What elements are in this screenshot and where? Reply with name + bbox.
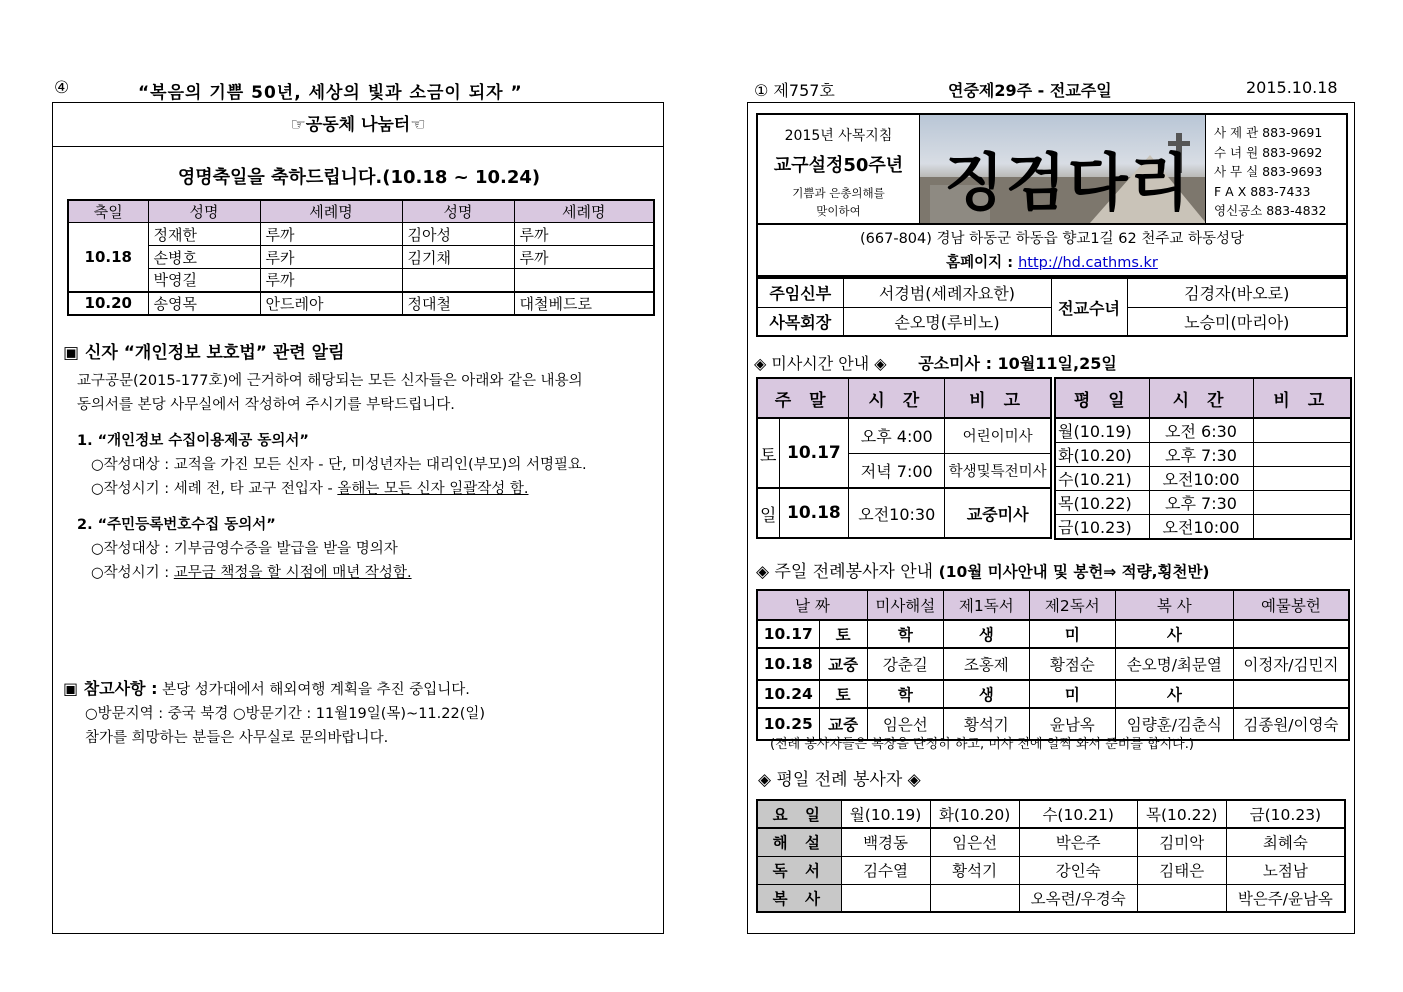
weekday-service-cell: 김태은: [1137, 856, 1226, 884]
liturgical-week: 연중제29주 - 전교주일: [948, 81, 1112, 100]
service-kind: 토: [819, 620, 867, 648]
mass-time: 오전10:00: [1149, 467, 1253, 491]
mass-day: 일: [757, 488, 779, 538]
motto-line: 기쁨과 은총의해를: [792, 186, 885, 200]
weekend-header: 시 간: [849, 378, 945, 418]
homepage: [758, 251, 1346, 275]
table-row: [68, 269, 654, 292]
feast-baptismal: 루까: [514, 223, 654, 246]
table-row: [757, 680, 1349, 708]
contact-item: F A X 883-7433: [1214, 183, 1311, 199]
service-date: 10.25: [757, 708, 819, 740]
mass-note: [1253, 515, 1351, 540]
service-footnote: (전례 봉사자들은 복장을 단정히 하고, 미사 전에 일찍 와서 준비를 합시다.): [770, 737, 1194, 752]
weekday-service-header: 요 일: [757, 800, 841, 828]
feast-name: 정대철: [402, 292, 514, 315]
weekday-header: 비 고: [1253, 378, 1351, 418]
mass-note: 학생및특전미사: [945, 453, 1051, 488]
table-row: [757, 488, 1051, 538]
mass-note: [1253, 443, 1351, 467]
feast-name: 송영목: [148, 292, 260, 315]
privacy-item-text-b: 올해는 모든 신자 일괄작성 함.: [337, 481, 529, 497]
mass-day: 토: [757, 418, 779, 488]
weekday-service-table: [756, 799, 1346, 913]
service-heading: [756, 557, 1210, 582]
homepage-label: 홈페이지 :: [946, 255, 1019, 271]
weekday-service-label: 독 서: [757, 856, 841, 884]
weekday-mass-table: [1054, 377, 1352, 540]
privacy-line: 교구공문(2015-177호)에 근거하여 해당되는 모든 신자들은 아래와 같은 내용의: [77, 373, 583, 389]
weekday-service-title: ◈ 평일 전례 봉사자 ◈: [758, 770, 921, 790]
service-cell: 학: [867, 680, 943, 708]
feast-name: 김아성: [402, 223, 514, 246]
feast-baptismal: 루까: [514, 246, 654, 269]
feast-baptismal: 대철베드로: [514, 292, 654, 315]
privacy-line: 동의서를 본당 사무실에서 작성하여 주시기를 부탁드립니다.: [77, 397, 455, 413]
service-cell: 윤남옥: [1029, 708, 1115, 740]
service-date: 10.24: [757, 680, 819, 708]
address: (667-804) 경남 하동군 하동읍 향교1길 62 천주교 하동성당: [860, 231, 1244, 247]
service-header: 미사해설: [867, 590, 943, 620]
staff-name: 손오명(루비노): [843, 307, 1051, 336]
table-row: [757, 828, 1345, 856]
service-date: 10.17: [757, 620, 819, 648]
service-header: 제2독서: [1029, 590, 1115, 620]
mass-time: 오전10:00: [1149, 515, 1253, 540]
service-cell: 생: [943, 680, 1029, 708]
mass-day: 월(10.19): [1055, 418, 1149, 443]
table-row: [68, 246, 654, 269]
table-row: [757, 620, 1349, 648]
community-banner: ☞공동체 나눔터☜: [53, 103, 663, 147]
privacy-item-text: [63, 477, 587, 501]
service-cell: 사: [1115, 620, 1233, 648]
table-row: [1055, 443, 1351, 467]
staff-label: 주임신부: [757, 278, 843, 307]
reference-label: ▣ 참고사항 :: [63, 679, 158, 698]
motto-line: 맞이하여: [816, 204, 861, 218]
feast-name: [402, 269, 514, 292]
mass-time: 오전 6:30: [1149, 418, 1253, 443]
service-cell: 이정자/김민지: [1233, 648, 1349, 680]
feast-header: 축일: [68, 200, 148, 223]
table-row: [757, 278, 1347, 307]
table-row: [757, 378, 1051, 418]
table-row: [757, 590, 1349, 620]
service-cell: 미: [1029, 680, 1115, 708]
feast-title: 영명축일을 축하드립니다.(10.18 ~ 10.24): [177, 167, 541, 188]
weekend-mass-table: [756, 377, 1052, 539]
staff-label: 사목회장: [757, 307, 843, 336]
privacy-item-text: ○작성대상 : 기부금영수증을 발급을 받을 명의자: [91, 541, 398, 557]
staff-label: 전교수녀: [1051, 278, 1127, 336]
service-kind: 교중: [819, 648, 867, 680]
mass-time-note: 공소미사 : 10월11일,25일: [918, 354, 1117, 373]
service-header: 예물봉헌: [1233, 590, 1349, 620]
service-cell: 임량훈/김춘식: [1115, 708, 1233, 740]
service-cell: 사: [1115, 680, 1233, 708]
weekday-service-header: 금(10.23): [1226, 800, 1345, 828]
weekday-service-header: 월(10.19): [841, 800, 930, 828]
weekday-service-cell: 박은주: [1019, 828, 1137, 856]
reference-line: ○방문지역 : 중국 북경 ○방문기간 : 11월19일(목)~11.22(일): [85, 706, 486, 722]
weekday-service-cell: [1137, 884, 1226, 912]
feast-name: 박영길: [148, 269, 260, 292]
privacy-item-title: 1. “개인정보 수집이용제공 동의서”: [77, 433, 309, 449]
service-header: 제1독서: [943, 590, 1029, 620]
service-cell: 손오명/최문열: [1115, 648, 1233, 680]
privacy-item-text-b: 교무금 책정을 할 시점에 매년 작성함.: [173, 565, 412, 581]
privacy-item-text: ○작성대상 : 교적을 가진 모든 신자 - 단, 미성년자는 대리인(부모)의 서명필요.: [91, 457, 587, 473]
mass-note: 교중미사: [945, 488, 1051, 538]
masthead: [756, 113, 1348, 225]
mass-note: [1253, 418, 1351, 443]
address-block: [756, 225, 1348, 277]
table-row: [68, 223, 654, 246]
reference-text: 본당 성가대에서 해외여행 계획을 추진 중입니다.: [157, 682, 470, 698]
service-date: 10.18: [757, 648, 819, 680]
feast-header: 성명: [402, 200, 514, 223]
left-page-header: [52, 76, 664, 102]
weekday-service-cell: 최혜숙: [1226, 828, 1345, 856]
contact-item: 영신공소 883-4832: [1214, 203, 1327, 218]
reference-line: [63, 677, 485, 702]
weekend-header: 주 말: [757, 378, 849, 418]
motto-line: 교구설정50주년: [773, 155, 904, 176]
slogan: “복음의 기쁨 50년, 세상의 빛과 소금이 되자 ”: [138, 83, 523, 103]
mass-day: 화(10.20): [1055, 443, 1149, 467]
feast-header: 세례명: [260, 200, 402, 223]
service-cell: 김종원/이영숙: [1233, 708, 1349, 740]
weekday-service-cell: 임은선: [930, 828, 1019, 856]
privacy-item-text: [63, 561, 587, 585]
weekday-service-cell: 김수열: [841, 856, 930, 884]
feast-header-row: [68, 200, 654, 223]
table-row: [1055, 491, 1351, 515]
weekday-service-cell: 황석기: [930, 856, 1019, 884]
mass-note: [1253, 467, 1351, 491]
weekday-service-header: 수(10.21): [1019, 800, 1137, 828]
weekday-service-cell: 백경동: [841, 828, 930, 856]
service-cell: 미: [1029, 620, 1115, 648]
contact-item: 수 녀 원 883-9692: [1214, 144, 1323, 160]
reference-line: 참가를 희망하는 분들은 사무실로 문의바랍니다.: [85, 730, 389, 746]
weekday-service-cell: 강인숙: [1019, 856, 1137, 884]
motto-line: 2015년 사목지침: [784, 128, 893, 144]
feast-name: 손병호: [148, 246, 260, 269]
feast-date: 10.18: [68, 223, 148, 292]
table-row: [68, 292, 654, 315]
service-cell: 조홍제: [943, 648, 1029, 680]
service-cell: 학: [867, 620, 943, 648]
weekday-service-label: 해 설: [757, 828, 841, 856]
service-cell: 황점순: [1029, 648, 1115, 680]
table-row: [1055, 467, 1351, 491]
feast-header: 세례명: [514, 200, 654, 223]
service-cell: 임은선: [867, 708, 943, 740]
service-kind: 토: [819, 680, 867, 708]
page-number: ④: [54, 78, 70, 98]
privacy-item-text-a: ○작성시기 : 세례 전, 타 교구 전입자 -: [91, 481, 338, 497]
mass-day: 금(10.23): [1055, 515, 1149, 540]
church-photo: [920, 115, 1206, 223]
contact-item: 사 무 실 883-9693: [1214, 164, 1323, 179]
service-cell: [1233, 620, 1349, 648]
sunday-service-table: [756, 589, 1350, 741]
feast-date: 10.20: [68, 292, 148, 315]
table-row: [757, 856, 1345, 884]
mass-day: 목(10.22): [1055, 491, 1149, 515]
mass-date: 10.17: [779, 418, 849, 488]
weekday-header: 시 간: [1149, 378, 1253, 418]
feast-name: 정재한: [148, 223, 260, 246]
privacy-item-title: 2. “주민등록번호수집 동의서”: [77, 517, 276, 533]
weekend-header: 비 고: [945, 378, 1051, 418]
mass-note: 어린이미사: [945, 418, 1051, 453]
service-cell: 황석기: [943, 708, 1029, 740]
weekday-service-label: 복 사: [757, 884, 841, 912]
issue-number: ① 제757호: [754, 81, 835, 100]
mass-time-title: ◈ 미사시간 안내 ◈: [754, 354, 887, 373]
mass-time: 오후 7:30: [1149, 443, 1253, 467]
feast-baptismal: 루까: [260, 269, 402, 292]
contact-list: [1208, 115, 1348, 223]
table-row: [757, 800, 1345, 828]
staff-table: [756, 277, 1348, 337]
weekday-service-cell: [841, 884, 930, 912]
staff-name: 서경범(세례자요한): [843, 278, 1051, 307]
mass-time: 오후 7:30: [1149, 491, 1253, 515]
feast-baptismal: 루까: [260, 223, 402, 246]
table-row: [757, 884, 1345, 912]
feast-baptismal: 루카: [260, 246, 402, 269]
staff-name: 노승미(마리아): [1127, 307, 1347, 336]
mass-time: 저녁 7:00: [849, 453, 945, 488]
feast-name: 김기채: [402, 246, 514, 269]
pastoral-motto: [758, 115, 920, 223]
weekday-service-cell: 김미악: [1137, 828, 1226, 856]
table-row: [757, 648, 1349, 680]
table-row: [1055, 378, 1351, 418]
service-header: 복 사: [1115, 590, 1233, 620]
service-header: 날 짜: [757, 590, 867, 620]
right-page-header: [752, 76, 1352, 102]
mass-note: [1253, 491, 1351, 515]
mass-time-heading: [754, 351, 1117, 374]
weekday-header: 평 일: [1055, 378, 1149, 418]
weekday-service-cell: 오옥련/우경숙: [1019, 884, 1137, 912]
bulletin-section: [747, 102, 1355, 934]
service-cell: 강춘길: [867, 648, 943, 680]
table-row: [1055, 515, 1351, 540]
contact-item: 사 제 관 883-9691: [1214, 125, 1323, 140]
mass-time: 오전10:30: [849, 488, 945, 538]
weekday-service-cell: 박은주/윤남옥: [1226, 884, 1345, 912]
feast-baptismal: [514, 269, 654, 292]
reference-notice: [63, 677, 485, 750]
service-title: ◈ 주일 전례봉사자 안내: [756, 562, 934, 582]
table-row: [757, 418, 1051, 453]
weekday-service-header: 목(10.22): [1137, 800, 1226, 828]
community-section: [52, 102, 664, 934]
weekday-service-cell: [930, 884, 1019, 912]
privacy-title: ▣ 신자 “개인정보 보호법” 관련 알림: [63, 343, 345, 363]
service-note: (10월 미사안내 및 봉헌⇒ 적량,횡천반): [938, 563, 1210, 581]
bulletin-title: 징검다리: [944, 146, 1192, 219]
weekday-service-header: 화(10.20): [930, 800, 1019, 828]
weekday-service-cell: 노점남: [1226, 856, 1345, 884]
mass-date: 10.18: [779, 488, 849, 538]
staff-name: 김경자(바오로): [1127, 278, 1347, 307]
feast-table: [67, 199, 655, 316]
issue-date: 2015.10.18: [1246, 78, 1338, 97]
privacy-item-text-a: ○작성시기 :: [91, 565, 174, 581]
service-kind: 교중: [819, 708, 867, 740]
feast-header: 성명: [148, 200, 260, 223]
mass-time: 오후 4:00: [849, 418, 945, 453]
feast-baptismal: 안드레아: [260, 292, 402, 315]
service-cell: 생: [943, 620, 1029, 648]
homepage-link[interactable]: http://hd.cathms.kr: [1018, 255, 1158, 271]
mass-day: 수(10.21): [1055, 467, 1149, 491]
privacy-notice: [63, 341, 587, 585]
service-cell: [1233, 680, 1349, 708]
table-row: [1055, 418, 1351, 443]
